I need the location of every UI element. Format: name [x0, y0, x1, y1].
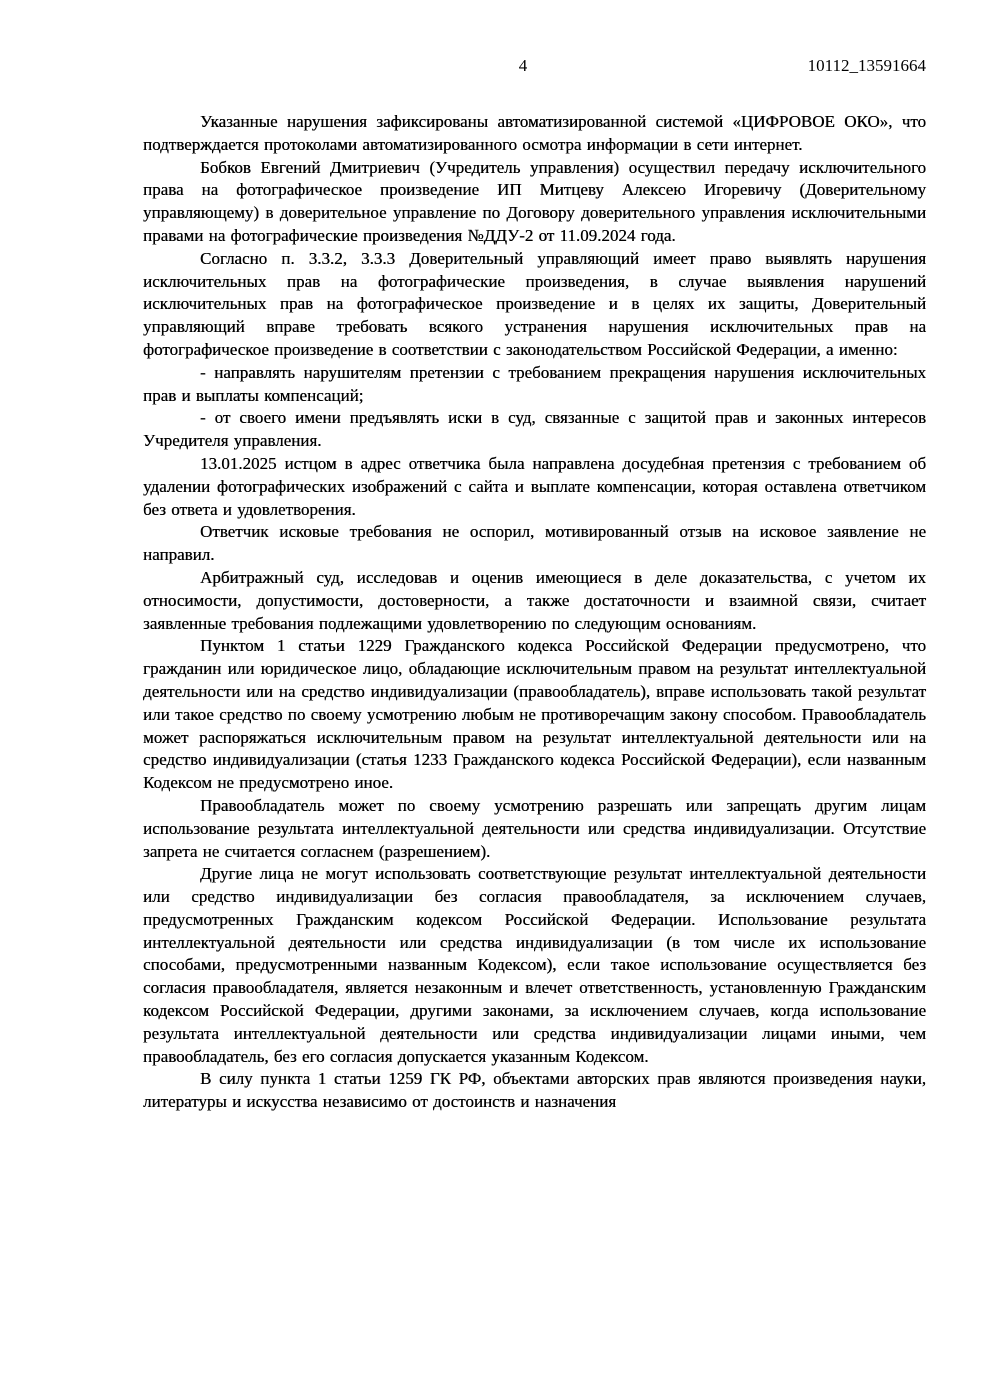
paragraph: Арбитражный суд, исследовав и оценив имеющиеся в деле доказательства, с учетом их относимости, допустимости, достоверности, а также достаточности и взаимной связи, считает заявленные требования подлежащими удовлетворению по следующим основаниям.: [143, 567, 926, 633]
document-body: [143, 111, 926, 1114]
paragraph: Правообладатель может по своему усмотрению разрешать или запрещать другим лицам использование результата интеллектуальной деятельности или средства индивидуализации. Отсутствие запрета не считается согласнем (разрешением).: [143, 795, 926, 861]
paragraph: В силу пункта 1 статьи 1259 ГК РФ, объектами авторских прав являются произведения науки, литературы и искусства независимо от достоинств и назначения: [143, 1069, 926, 1112]
paragraph: 13.01.2025 истцом в адрес ответчика была направлена досудебная претензия с требованием об удалении фотографических изображений с сайта и выплате компенсации, которая оставлена ответчиком без ответа и удовлетворения.: [143, 453, 926, 519]
paragraph: Указанные нарушения зафиксированы автоматизированной системой «ЦИФРОВОЕ ОКО», что подтверждается протоколами автоматизированного осмотра информации в сети интернет.: [143, 112, 926, 154]
paragraph: Согласно п. 3.3.2, 3.3.3 Доверительный управляющий имеет право выявлять нарушения исключительных прав на фотографические произведения, в случае выявления нарушений исключительных прав на фотографическое произведение и в целях их защиты, Доверительный управляющий вправе требовать всякого устранения нарушения исключительных прав на фотографическое произведение в соответствии с законодательством Российской Федерации, а именно:: [143, 248, 926, 359]
document-id: 10112_13591664: [807, 56, 926, 75]
page-header: [0, 56, 990, 80]
paragraph: Бобков Евгений Дмитриевич (Учредитель управления) осуществил передачу исключительного права на фотографическое произведение ИП Митцеву Алексею Игоревичу (Доверительному управляющему) в доверительное управление по Договору доверительного управления исключительными правами на фотографические произведения №ДДУ-2 от 11.09.2024 года.: [143, 157, 926, 245]
paragraph: Пунктом 1 статьи 1229 Гражданского кодекса Российской Федерации предусмотрено, что гражданин или юридическое лицо, обладающие исключительным правом на результат интеллектуальной деятельности или на средство индивидуализации (правообладатель), вправе использовать такой результат или такое средство по своему усмотрению любым не противоречащим закону способом. Правообладатель может распоряжаться исключительным правом на результат интеллектуальной деятельности или на средство индивидуализации (статья 1233 Гражданского кодекса Российской Федерации), если названным Кодексом не предусмотрено иное.: [143, 636, 926, 793]
paragraph: Другие лица не могут использовать соответствующие результат интеллектуальной деятельности или средство индивидуализации без согласия правообладателя, за исключением случаев, предусмотренных Гражданским кодексом Российской Федерации. Использование результата интеллектуальной деятельности или средства индивидуализации (в том числе их использование способами, предусмотренными названным Кодексом), если такое использование осуществляется без согласия правообладателя, является незаконным и влечет ответственность, установленную Гражданским кодексом Российской Федерации, другими законами, за исключением случаев, когда использование результата интеллектуальной деятельности или средства индивидуализации лицами иными, чем правообладатель, без его согласия допускается указанным Кодексом.: [143, 864, 926, 1066]
paragraph: - от своего имени предъявлять иски в суд, связанные с защитой прав и законных интересов Учредителя управления.: [143, 408, 926, 451]
paragraph: Ответчик исковые требования не оспорил, мотивированный отзыв на исковое заявление не направил.: [143, 522, 926, 565]
page-number: 4: [518, 56, 528, 75]
paragraph: - направлять нарушителям претензии с требованием прекращения нарушения исключительных прав и выплаты компенсаций;: [143, 362, 926, 405]
